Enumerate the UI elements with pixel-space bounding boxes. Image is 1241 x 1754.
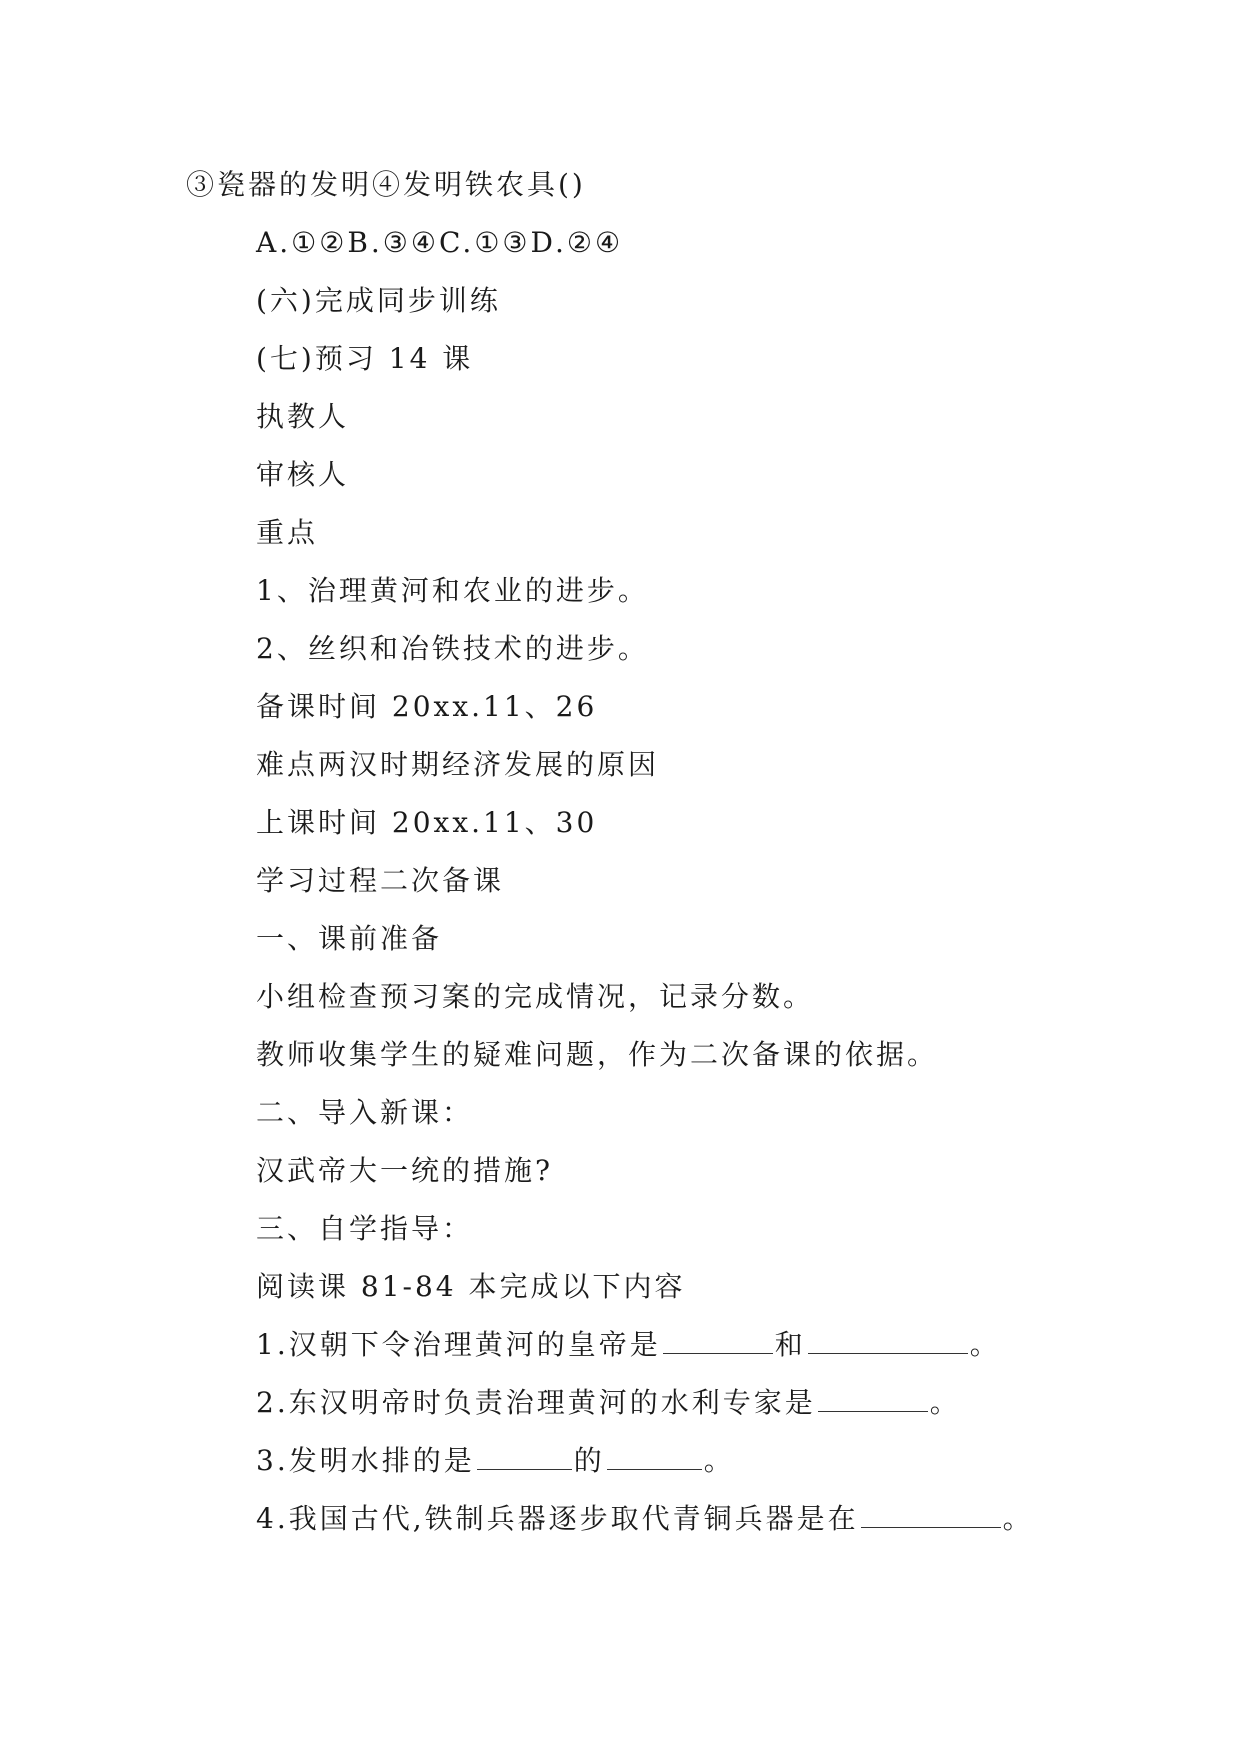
step-seven: (七)预习 14 课: [256, 342, 474, 375]
key-point-1: 1、治理黄河和农业的进步。: [256, 574, 649, 607]
step-six: (六)完成同步训练: [256, 284, 501, 317]
key-point-2: 2、丝织和冶铁技术的进步。: [256, 632, 649, 665]
section-one-heading: 一、课前准备: [256, 922, 443, 955]
class-time: 上课时间 20xx.11、30: [256, 806, 598, 839]
key-points-heading: 重点: [256, 516, 319, 549]
question-text: 。: [929, 1386, 961, 1419]
question-options-line: ③瓷器的发明④发明铁农具(): [186, 168, 586, 201]
answer-blank: [607, 1445, 702, 1470]
difficulty: 难点两汉时期经济发展的原因: [256, 748, 660, 781]
learning-process-heading: 学习过程二次备课: [256, 864, 505, 897]
teacher-label: 执教人: [256, 400, 350, 433]
section-two-heading: 二、导入新课：: [256, 1096, 474, 1129]
answer-blank: [477, 1445, 572, 1470]
fill-in-question-1: [256, 1328, 1001, 1362]
question-text: 的: [573, 1444, 605, 1477]
answer-blank: [861, 1503, 1001, 1528]
section-two-question: 汉武帝大一统的措施?: [256, 1154, 554, 1187]
reading-instruction: 阅读课 81-84 本完成以下内容: [256, 1270, 686, 1303]
section-one-item-1: 小组检查预习案的完成情况，记录分数。: [256, 980, 815, 1013]
answer-blank: [663, 1329, 773, 1354]
question-text: 1.汉朝下令治理黄河的皇帝是: [256, 1328, 661, 1361]
section-one-item-2: 教师收集学生的疑难问题，作为二次备课的依据。: [256, 1038, 939, 1071]
fill-in-question-3: [256, 1444, 735, 1478]
question-text: 。: [969, 1328, 1001, 1361]
fill-in-question-4: [256, 1502, 1034, 1536]
question-text: 。: [1002, 1502, 1034, 1535]
question-text: 4.我国古代,铁制兵器逐步取代青铜兵器是在: [256, 1502, 859, 1535]
question-text: 。: [703, 1444, 735, 1477]
question-text: 2.东汉明帝时负责治理黄河的水利专家是: [256, 1386, 816, 1419]
reviewer-label: 审核人: [256, 458, 350, 491]
prep-time: 备课时间 20xx.11、26: [256, 690, 598, 723]
answer-blank: [818, 1387, 928, 1412]
answer-blank: [808, 1329, 968, 1354]
answer-choices: A.①②B.③④C.①③D.②④: [256, 226, 624, 259]
section-three-heading: 三、自学指导：: [256, 1212, 474, 1245]
question-text: 3.发明水排的是: [256, 1444, 475, 1477]
question-text: 和: [774, 1328, 806, 1361]
fill-in-question-2: [256, 1386, 961, 1420]
